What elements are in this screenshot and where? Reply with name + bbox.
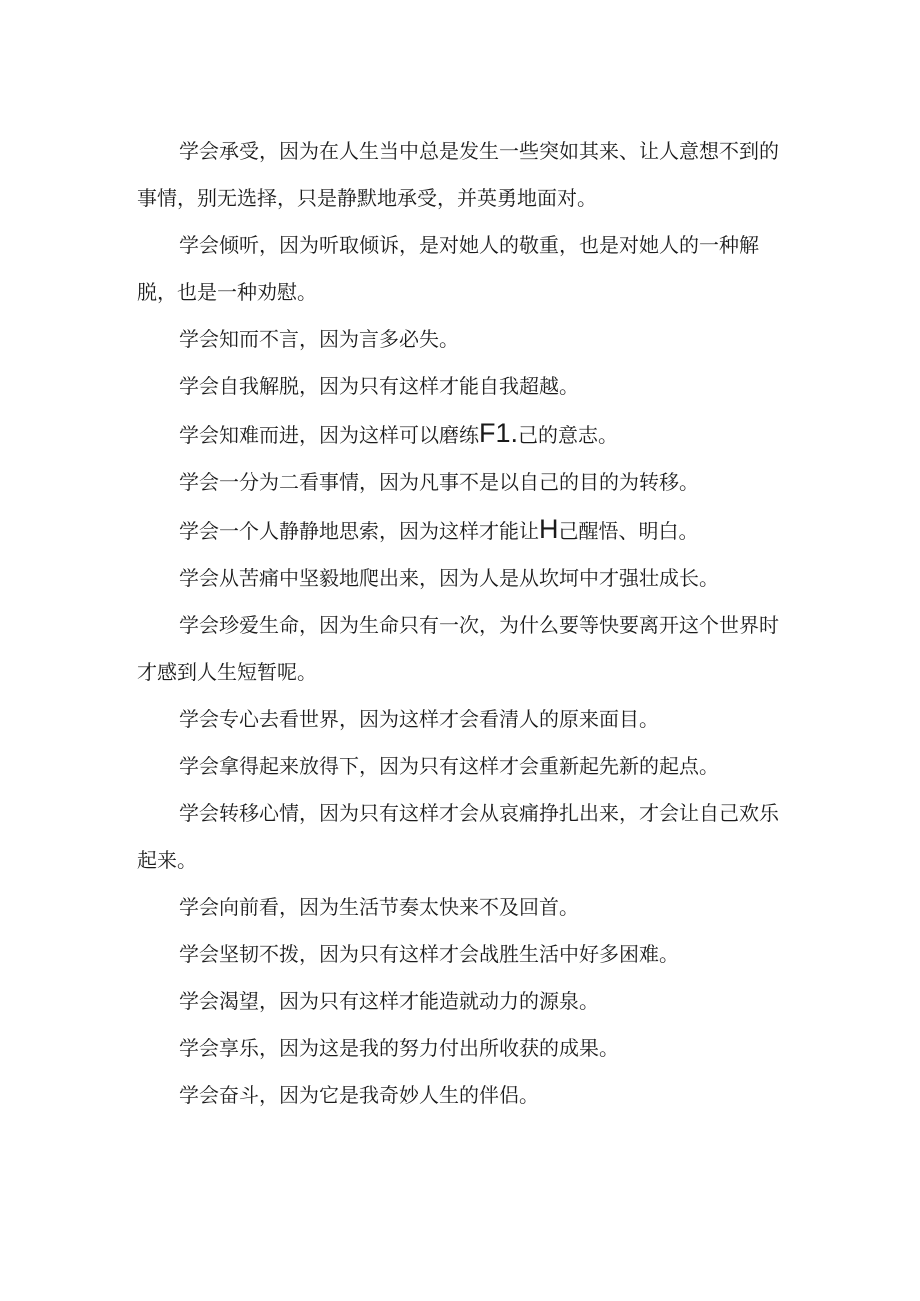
text-run: 学会从苦痛中坚毅地爬出来，因为人是从坎坷中才强壮成长。 — [179, 566, 719, 590]
text-run: 学会坚韧不拨，因为只有这样才会战胜生活中好多困难。 — [179, 942, 679, 966]
text-run: 学会奋斗，因为它是我奇妙人生的伴侣。 — [179, 1083, 539, 1107]
paragraph — [137, 222, 789, 316]
paragraph — [137, 884, 789, 931]
paragraph — [137, 602, 789, 696]
paragraph — [137, 555, 789, 602]
text-run: 学会知而不言，因为言多必失。 — [179, 327, 459, 351]
text-run: 学会拿得起来放得下，因为只有这样才会重新起先新的起点。 — [179, 754, 719, 778]
text-run: 学会一分为二看事情，因为凡事不是以自己的目的为转移。 — [179, 470, 699, 494]
paragraph — [137, 459, 789, 506]
paragraph — [137, 931, 789, 978]
paragraph — [137, 410, 789, 459]
text-run: 己的意志。 — [518, 423, 619, 447]
latin-fragment: H — [539, 514, 559, 544]
paragraph — [137, 743, 789, 790]
text-run: 学会承受，因为在人生当中总是发生一些突如其来、让人意想不到的事情，别无选择，只是静默地承受，并英勇地面对。 — [137, 139, 779, 210]
paragraph — [137, 128, 789, 222]
text-run: 学会倾听，因为听取倾诉，是对她人的敬重，也是对她人的一种解脱，也是一种劝慰。 — [137, 233, 759, 304]
paragraph — [137, 1072, 789, 1119]
text-run: 学会知难而进，因为这样可以磨练 — [179, 423, 479, 447]
paragraph — [137, 696, 789, 743]
paragraph — [137, 316, 789, 363]
document-body — [137, 128, 789, 1119]
text-run: 学会自我解脱，因为只有这样才能自我超越。 — [179, 374, 579, 398]
text-run: 学会渴望，因为只有这样才能造就动力的源泉。 — [179, 989, 599, 1013]
text-run: 学会专心去看世界，因为这样才会看清人的原来面目。 — [179, 707, 659, 731]
paragraph — [137, 1025, 789, 1072]
paragraph — [137, 363, 789, 410]
paragraph — [137, 506, 789, 555]
text-run: 学会向前看，因为生活节奏太快来不及回首。 — [179, 895, 579, 919]
text-run: 学会珍爱生命，因为生命只有一次，为什么要等快要离开这个世界时才感到人生短暂呢。 — [137, 613, 779, 684]
latin-fragment: F1. — [479, 418, 519, 448]
text-run: 学会一个人静静地思索，因为这样才能让 — [179, 519, 539, 543]
text-run: 学会享乐，因为这是我的努力付出所收获的成果。 — [179, 1036, 619, 1060]
text-run: 己醒悟、明白。 — [558, 519, 699, 543]
paragraph — [137, 790, 789, 884]
paragraph — [137, 978, 789, 1025]
text-run: 学会转移心情，因为只有这样才会从哀痛挣扎出来，才会让自己欢乐起来。 — [137, 801, 779, 872]
